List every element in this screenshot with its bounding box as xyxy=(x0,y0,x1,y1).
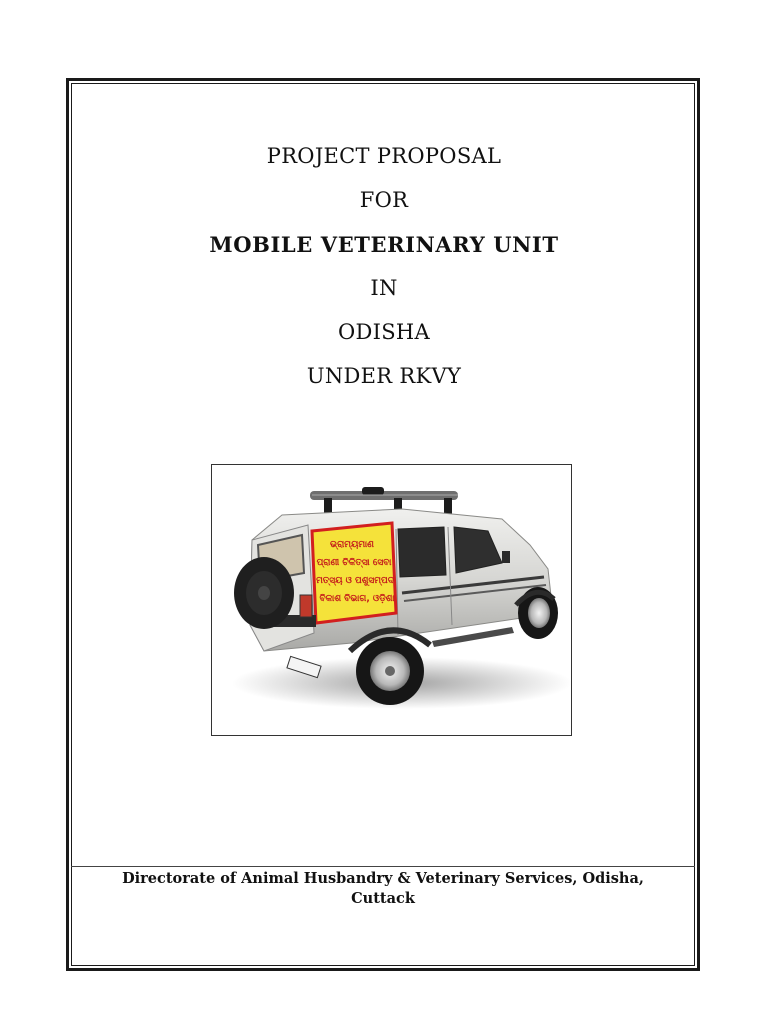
rear-wheel xyxy=(356,637,424,705)
footer-publisher xyxy=(80,869,686,909)
tail-light xyxy=(300,595,312,617)
title-in: IN xyxy=(370,276,398,300)
footer-line-1: Directorate of Animal Husbandry & Veterinary Services, Odisha, xyxy=(122,870,644,887)
footer-line-2: Cuttack xyxy=(351,890,415,907)
side-step xyxy=(432,627,514,647)
title-mobile-veterinary-unit: MOBILE VETERINARY UNIT xyxy=(209,232,559,257)
title-odisha: ODISHA xyxy=(337,320,430,344)
title-under-rkvy: UNDER RKVY xyxy=(306,364,462,388)
signage-line-2: ପ୍ରାଣୀ ଚିକିତ୍ସା ସେବା xyxy=(316,558,392,568)
signage-line-4: ବିକାଶ ବିଭାଗ, ଓଡ଼ିଶା xyxy=(319,594,395,604)
title-project-proposal: PROJECT PROPOSAL xyxy=(266,144,502,168)
vehicle-illustration xyxy=(212,465,571,735)
spare-wheel xyxy=(234,557,294,629)
side-window-1 xyxy=(398,527,446,577)
vehicle-photo xyxy=(211,464,572,736)
side-mirror xyxy=(502,551,510,563)
odia-signage xyxy=(312,523,396,623)
signage-line-3: ମତ୍ସ୍ୟ ଓ ପଶୁସମ୍ପଦ xyxy=(316,576,394,586)
title-for: FOR xyxy=(359,188,409,212)
signage-line-1: ଭ୍ରାମ୍ୟମାଣ xyxy=(330,540,374,550)
footer-rule xyxy=(71,866,695,867)
